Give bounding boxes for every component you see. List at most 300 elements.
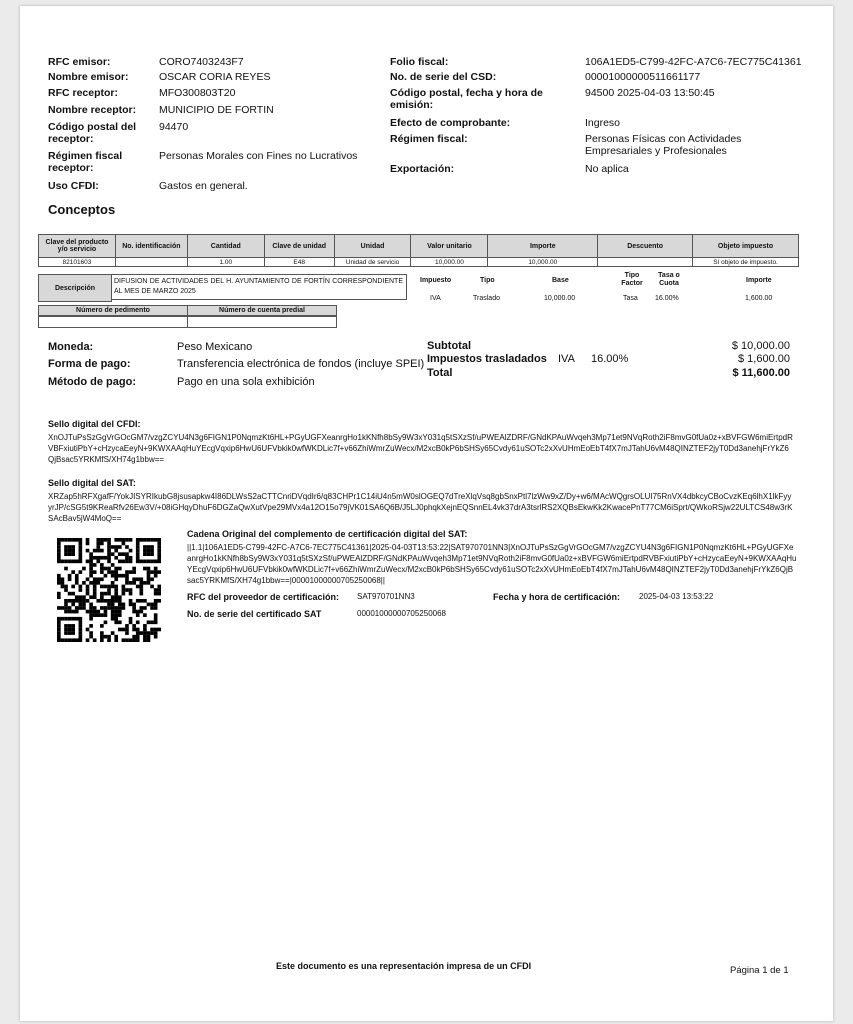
- qr-module: [57, 538, 61, 542]
- serie-csd-value: 00001000000511661177: [585, 71, 701, 83]
- qr-module: [82, 603, 86, 607]
- qr-module: [143, 545, 147, 549]
- cell-cantidad: 1.00: [187, 258, 264, 267]
- qr-module: [93, 581, 97, 585]
- moneda-label: Moneda:: [48, 341, 94, 353]
- qr-module: [111, 545, 115, 549]
- qr-module: [57, 542, 61, 546]
- qr-module: [100, 538, 104, 542]
- metodo-pago-label: Método de pago:: [48, 376, 136, 388]
- qr-module: [68, 560, 72, 564]
- qr-module: [93, 606, 97, 610]
- qr-module: [79, 599, 83, 603]
- qr-module: [61, 585, 65, 589]
- qr-module: [147, 538, 151, 542]
- qr-module: [89, 570, 93, 574]
- qr-module: [79, 635, 83, 639]
- qr-module: [111, 631, 115, 635]
- impuestos-value: $ 1,600.00: [738, 353, 790, 365]
- qr-module: [86, 610, 90, 614]
- qr-module: [104, 599, 108, 603]
- impuesto-header-importe: Importe: [746, 277, 772, 284]
- cuenta-predial-value: [187, 316, 337, 328]
- qr-module: [71, 545, 75, 549]
- impuesto-header-tipo: Tipo: [480, 277, 495, 284]
- qr-module: [104, 567, 108, 571]
- qr-module: [157, 588, 161, 592]
- qr-module: [100, 556, 104, 560]
- rfc-proveedor-label: RFC del proveedor de certificación:: [187, 592, 340, 602]
- qr-module: [57, 560, 61, 564]
- qr-module: [107, 552, 111, 556]
- moneda-value: Peso Mexicano: [177, 341, 253, 353]
- qr-module: [125, 628, 129, 632]
- qr-module: [104, 606, 108, 610]
- impuestos-trasladados-label: Impuestos trasladados: [427, 353, 547, 365]
- uso-cfdi-value: Gastos en general.: [159, 180, 248, 192]
- qr-module: [75, 538, 79, 542]
- qr-module: [104, 620, 108, 624]
- qr-module: [89, 560, 93, 564]
- qr-module: [114, 556, 118, 560]
- qr-module: [96, 577, 100, 581]
- qr-module: [75, 577, 79, 581]
- cadena-original-value: ||1.1|106A1ED5-C799-42FC-A7C6-7EC775C41361|2025-04-03T13:53:22|SAT970701NN3|XnOJTuPsSzGgVrGOcGM7/vzgZCYU4N3g6FIGN1P0NqmzKt6HL+PGyUGFXeanrgHo1kKNfh8bSy9W3xY031q5tSXzSf/uPWEAlZDRF/GNdKPAuWvqeh3Mp71et9NVqRoth2iF8mvG0fUa0z+xBVFGW6miErtpdRVBFxiutiPbY+cHzycaEeyN+9KWXAAqHuYEcgVqxip6HwU6UFVbkik0wfWKDLic7f+v66ZhiWmrZuWecx/M2xcB0kP6bSHSy65Cvdy61uSOTc2xXvUHmEoEbT4fX7mJTahU6vM48QINZTEF2jyT0Dd3anehjFrYkZ6QjBsac5YRKMfS/XH74g1bbw==|00001000000705250068||: [187, 543, 797, 585]
- qr-module: [143, 567, 147, 571]
- cp-receptor-value: 94470: [159, 121, 189, 133]
- qr-module: [61, 577, 65, 581]
- qr-module: [89, 563, 93, 567]
- qr-module: [111, 603, 115, 607]
- qr-module: [107, 570, 111, 574]
- qr-module: [132, 581, 136, 585]
- qr-module: [71, 538, 75, 542]
- qr-module: [154, 620, 158, 624]
- qr-module: [93, 563, 97, 567]
- qr-module: [68, 606, 72, 610]
- qr-module: [132, 606, 136, 610]
- qr-module: [68, 624, 72, 628]
- qr-module: [82, 581, 86, 585]
- cp-receptor-label-line2: receptor:: [48, 133, 94, 145]
- qr-module: [107, 638, 111, 642]
- qr-module: [100, 570, 104, 574]
- qr-module: [64, 538, 68, 542]
- qr-module: [111, 599, 115, 603]
- qr-module: [129, 538, 133, 542]
- qr-module: [136, 638, 140, 642]
- qr-module: [104, 574, 108, 578]
- rfc-receptor-label: RFC receptor:: [48, 87, 119, 99]
- qr-module: [139, 606, 143, 610]
- qr-module: [125, 577, 129, 581]
- qr-module: [139, 610, 143, 614]
- qr-module: [157, 592, 161, 596]
- total-label: Total: [427, 367, 453, 379]
- qr-module: [154, 613, 158, 617]
- qr-module: [61, 617, 65, 621]
- qr-module: [57, 552, 61, 556]
- qr-module: [150, 552, 154, 556]
- qr-module: [57, 545, 61, 549]
- qr-module: [132, 577, 136, 581]
- qr-module: [64, 638, 68, 642]
- qr-module: [93, 549, 97, 553]
- qr-module: [79, 538, 83, 542]
- qr-module: [147, 560, 151, 564]
- qr-module: [79, 617, 83, 621]
- qr-module: [96, 545, 100, 549]
- qr-module: [114, 638, 118, 642]
- qr-module: [57, 595, 61, 599]
- qr-module: [147, 545, 151, 549]
- serie-certificado-sat-label: No. de serie del certificado SAT: [187, 609, 322, 619]
- qr-module: [157, 560, 161, 564]
- qr-module: [107, 588, 111, 592]
- qr-module: [147, 631, 151, 635]
- qr-module: [100, 549, 104, 553]
- qr-module: [68, 574, 72, 578]
- qr-module: [100, 592, 104, 596]
- qr-module: [104, 585, 108, 589]
- nombre-receptor-label: Nombre receptor:: [48, 104, 137, 116]
- impuesto-cell-tasa: 16.00%: [655, 295, 679, 302]
- qr-module: [136, 542, 140, 546]
- impuestos-tasa: 16.00%: [591, 353, 629, 365]
- qr-module: [57, 631, 61, 635]
- cell-clave-producto: 82101603: [39, 258, 116, 267]
- qr-module: [68, 592, 72, 596]
- qr-module: [122, 638, 126, 642]
- qr-module: [79, 624, 83, 628]
- qr-module: [100, 606, 104, 610]
- qr-module: [111, 581, 115, 585]
- qr-module: [71, 592, 75, 596]
- invoice-page: [20, 6, 833, 1021]
- qr-module: [150, 545, 154, 549]
- qr-module: [154, 560, 158, 564]
- qr-module: [147, 635, 151, 639]
- qr-module: [150, 620, 154, 624]
- qr-module: [147, 577, 151, 581]
- qr-module: [100, 624, 104, 628]
- qr-module: [93, 577, 97, 581]
- qr-module: [79, 606, 83, 610]
- header-descuento: Descuento: [598, 235, 693, 258]
- qr-module: [93, 556, 97, 560]
- nombre-receptor-value: MUNICIPIO DE FORTIN: [159, 104, 274, 116]
- regimen-fiscal-value: [585, 133, 741, 157]
- qr-module: [125, 638, 129, 642]
- cell-descuento: [598, 258, 693, 267]
- qr-module: [136, 538, 140, 542]
- header-objeto-impuesto: Objeto impuesto: [693, 235, 799, 258]
- qr-module: [57, 628, 61, 632]
- qr-module: [104, 613, 108, 617]
- qr-module: [150, 538, 154, 542]
- rfc-receptor-value: MFO300803T20: [159, 87, 236, 99]
- qr-module: [107, 567, 111, 571]
- qr-module: [107, 592, 111, 596]
- qr-module: [154, 588, 158, 592]
- qr-module: [86, 592, 90, 596]
- qr-module: [147, 620, 151, 624]
- conceptos-title: Conceptos: [48, 202, 116, 217]
- qr-module: [64, 603, 68, 607]
- qr-module: [107, 603, 111, 607]
- descripcion-label: Descripción: [38, 274, 112, 302]
- qr-module: [136, 631, 140, 635]
- qr-module: [79, 545, 83, 549]
- qr-module: [82, 595, 86, 599]
- cp-fecha-label-line2: emisión:: [390, 99, 434, 111]
- qr-module: [64, 560, 68, 564]
- qr-module: [150, 628, 154, 632]
- qr-module: [129, 556, 133, 560]
- qr-module: [86, 549, 90, 553]
- qr-module: [114, 606, 118, 610]
- qr-module: [75, 595, 79, 599]
- qr-module: [132, 603, 136, 607]
- qr-module: [71, 631, 75, 635]
- regimen-receptor-value: Personas Morales con Fines no Lucrativos: [159, 150, 358, 162]
- qr-module: [96, 556, 100, 560]
- qr-module: [93, 610, 97, 614]
- qr-module: [100, 595, 104, 599]
- qr-module: [154, 592, 158, 596]
- qr-module: [139, 538, 143, 542]
- qr-module: [107, 538, 111, 542]
- header-unidad: Unidad: [334, 235, 411, 258]
- qr-module: [71, 549, 75, 553]
- qr-module: [147, 570, 151, 574]
- qr-module: [129, 570, 133, 574]
- qr-module: [122, 603, 126, 607]
- qr-module: [96, 560, 100, 564]
- qr-module: [143, 549, 147, 553]
- qr-module: [104, 592, 108, 596]
- qr-module: [104, 538, 108, 542]
- qr-module: [82, 567, 86, 571]
- qr-module: [143, 628, 147, 632]
- qr-module: [89, 552, 93, 556]
- qr-module: [75, 560, 79, 564]
- regimen-receptor-label-line2: receptor:: [48, 162, 94, 174]
- qr-module: [57, 624, 61, 628]
- qr-module: [157, 585, 161, 589]
- qr-module: [57, 549, 61, 553]
- qr-module: [89, 595, 93, 599]
- qr-module: [68, 610, 72, 614]
- cell-importe: 10,000.00: [488, 258, 598, 267]
- header-valor-unitario: Valor unitario: [411, 235, 488, 258]
- qr-module: [107, 585, 111, 589]
- qr-module: [93, 613, 97, 617]
- qr-module: [57, 606, 61, 610]
- qr-module: [118, 613, 122, 617]
- qr-module: [147, 567, 151, 571]
- qr-module: [147, 552, 151, 556]
- qr-module: [150, 585, 154, 589]
- qr-module: [61, 638, 65, 642]
- qr-module: [100, 631, 104, 635]
- qr-module: [79, 570, 83, 574]
- qr-module: [96, 538, 100, 542]
- cuenta-predial-label: Número de cuenta predial: [187, 305, 337, 316]
- qr-module: [136, 549, 140, 553]
- impuesto-header-tipo-factor: Tipo Factor: [621, 272, 643, 287]
- qr-module: [139, 577, 143, 581]
- qr-module: [118, 620, 122, 624]
- qr-module: [157, 545, 161, 549]
- qr-module: [129, 603, 133, 607]
- qr-module: [147, 574, 151, 578]
- exportacion-value: No aplica: [585, 163, 629, 175]
- qr-module: [93, 595, 97, 599]
- qr-module: [125, 631, 129, 635]
- qr-module: [129, 620, 133, 624]
- qr-module: [100, 638, 104, 642]
- qr-module: [125, 624, 129, 628]
- qr-module: [107, 542, 111, 546]
- qr-module: [71, 610, 75, 614]
- conceptos-header-row: [39, 235, 799, 258]
- header-clave-producto: Clave del producto y/o servicio: [39, 235, 116, 258]
- qr-module: [139, 599, 143, 603]
- qr-module: [132, 638, 136, 642]
- qr-module: [64, 631, 68, 635]
- qr-module: [136, 577, 140, 581]
- qr-module: [100, 585, 104, 589]
- fecha-certificacion-label: Fecha y hora de certificación:: [493, 592, 621, 602]
- qr-module: [93, 588, 97, 592]
- rfc-proveedor-value: SAT970701NN3: [357, 592, 415, 601]
- qr-module: [114, 549, 118, 553]
- qr-module: [118, 560, 122, 564]
- cp-receptor-label-line1: Código postal del: [48, 121, 137, 133]
- qr-module: [57, 617, 61, 621]
- qr-module: [139, 581, 143, 585]
- qr-module: [104, 635, 108, 639]
- impuesto-cell-tipo-factor: Tasa: [623, 295, 638, 302]
- qr-module: [89, 617, 93, 621]
- qr-module: [154, 635, 158, 639]
- qr-module: [93, 585, 97, 589]
- qr-module: [154, 567, 158, 571]
- qr-module: [132, 610, 136, 614]
- qr-module: [64, 549, 68, 553]
- qr-module: [111, 574, 115, 578]
- qr-module: [96, 549, 100, 553]
- qr-module: [61, 538, 65, 542]
- qr-module: [118, 545, 122, 549]
- qr-module: [122, 588, 126, 592]
- qr-module: [79, 585, 83, 589]
- qr-module: [139, 631, 143, 635]
- qr-module: [89, 556, 93, 560]
- forma-pago-value: Transferencia electrónica de fondos (incluye SPEI): [177, 358, 425, 370]
- qr-module: [61, 581, 65, 585]
- qr-module: [71, 599, 75, 603]
- qr-module: [150, 631, 154, 635]
- qr-module: [122, 574, 126, 578]
- sello-cfdi-value: XnOJTuPsSzGgVrGOcGM7/vzgZCYU4N3g6FIGN1P0NqmzKt6HL+PGyUGFXeanrgHo1kKNfh8bSy9W3xY031q5tSXzSf/uPWEAlZDRF/GNdKPAuWvqeh3Mp71et9NVqRoth2iF8mvG0fUa0z+xBVFGW6miErtpdRVBFxiutiPbY+cHzycaEeyN+9KWXAAqHuYEcgVqxip6HwU6UFVbkik0wfWKDLic7f+v66ZhiWmrZuWecx/M2xcB0kP6bSHSy65Cvdy61uSOTc2xXvUHmEoEbT4fX7mJTahU6vM48QINZTEF2jyT0Dd3anehjFrYkZ6QjBsac5YRKMfS/XH74g1bbw==: [48, 433, 793, 464]
- qr-module: [136, 599, 140, 603]
- qr-module: [143, 599, 147, 603]
- fecha-certificacion-value: 2025-04-03 13:53:22: [639, 592, 714, 601]
- efecto-value: Ingreso: [585, 117, 621, 129]
- qr-module: [129, 617, 133, 621]
- qr-module: [114, 577, 118, 581]
- qr-module: [118, 606, 122, 610]
- serie-certificado-sat-value: 00001000000705250068: [357, 609, 446, 618]
- qr-module: [79, 620, 83, 624]
- qr-module: [100, 563, 104, 567]
- qr-module: [118, 552, 122, 556]
- qr-module: [64, 628, 68, 632]
- qr-module: [132, 628, 136, 632]
- qr-module: [129, 560, 133, 564]
- qr-module: [86, 542, 90, 546]
- cadena-original-label: Cadena Original del complemento de certificación digital del SAT:: [187, 529, 468, 539]
- qr-module: [154, 628, 158, 632]
- descripcion-value: DIFUSION DE ACTIVIDADES DEL H. AYUNTAMIENTO DE FORTÍN CORRESPONDIENTE AL MES DE MARZO 2025: [111, 274, 407, 300]
- sello-sat-label: Sello digital del SAT:: [48, 478, 136, 488]
- cp-fecha-label: [390, 87, 543, 111]
- qr-module: [114, 545, 118, 549]
- qr-module: [86, 599, 90, 603]
- impuestos-tipo: IVA: [558, 353, 575, 365]
- cp-fecha-label-line1: Código postal, fecha y hora de: [390, 87, 543, 99]
- qr-module: [129, 588, 133, 592]
- header-clave-unidad: Clave de unidad: [264, 235, 334, 258]
- qr-module: [125, 570, 129, 574]
- qr-module: [157, 542, 161, 546]
- qr-module: [118, 628, 122, 632]
- qr-module: [111, 570, 115, 574]
- qr-module: [143, 560, 147, 564]
- cp-receptor-label: [48, 121, 136, 145]
- qr-module: [71, 570, 75, 574]
- qr-module: [100, 613, 104, 617]
- qr-module: [68, 549, 72, 553]
- qr-module: [79, 638, 83, 642]
- qr-module: [64, 545, 68, 549]
- qr-module: [136, 613, 140, 617]
- qr-module: [89, 624, 93, 628]
- qr-module: [111, 585, 115, 589]
- cell-no-identificacion: [115, 258, 187, 267]
- qr-module: [107, 549, 111, 553]
- header-no-identificacion: No. identificación: [115, 235, 187, 258]
- qr-module: [89, 606, 93, 610]
- qr-module: [71, 617, 75, 621]
- regimen-receptor-label: [48, 150, 122, 174]
- qr-module: [89, 635, 93, 639]
- qr-module: [157, 549, 161, 553]
- qr-module: [118, 610, 122, 614]
- qr-module: [118, 538, 122, 542]
- page-number: Página 1 de 1: [730, 965, 789, 976]
- qr-module: [143, 581, 147, 585]
- qr-module: [107, 635, 111, 639]
- pedimento-value: [38, 316, 188, 328]
- qr-module: [125, 552, 129, 556]
- subtotal-value: $ 10,000.00: [731, 340, 790, 352]
- regimen-receptor-label-line1: Régimen fiscal: [48, 150, 123, 162]
- folio-fiscal-label: Folio fiscal:: [390, 56, 449, 68]
- qr-module: [75, 581, 79, 585]
